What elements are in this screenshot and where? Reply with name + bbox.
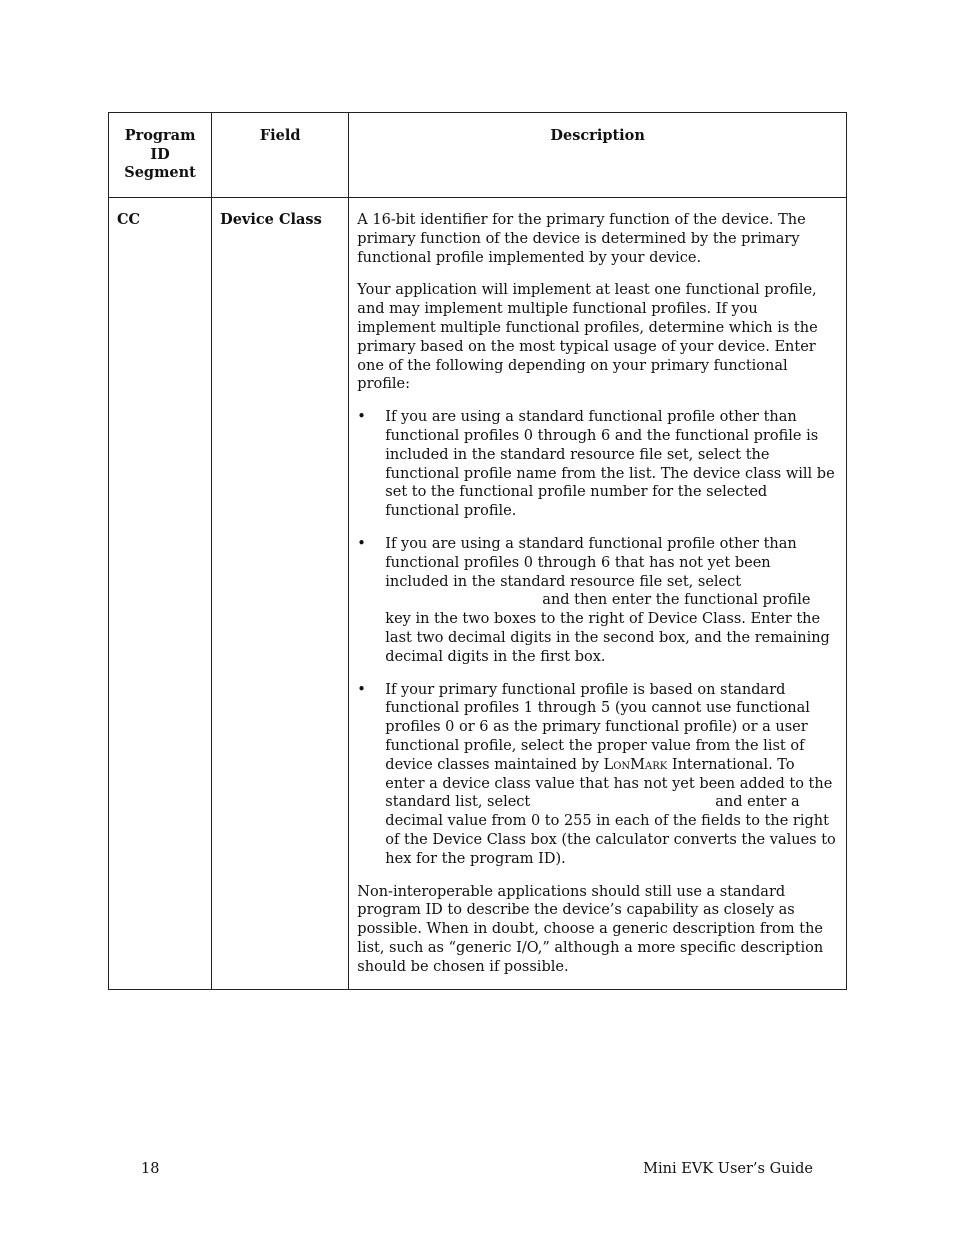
list-item-text: If your primary functional profile is based on standard functional profiles 1 through 5 (you cannot use functional profiles 0 or 6 as the primary functional profile) or a user functional profile, select the proper value from the list of device classes maintained by [385,681,810,773]
header-program-id-segment [109,113,212,198]
description-paragraph: A 16-bit identifier for the primary function of the device. The primary function of the device is determined by the primary functional profile implemented by your device. [357,212,806,266]
bullet-icon: • [357,409,366,426]
header-segment-line: Segment [124,164,196,181]
bullet-icon: • [357,681,366,698]
list-item-text: and enter a decimal value from 0 to 255 in each of the fields to the right of the Device Class box (the calculator converts the values to hex for the program ID). [385,794,836,867]
program-id-table [108,112,847,990]
page-number: 18 [141,1161,160,1177]
list-item-text: If you are using a standard functional profile other than functional profiles 0 through 6 and the functional profile is included in the standard resource file set, select the functional profile name from the list. The device class will be set to the functional profile number for the selected functional profile. [385,409,835,520]
description-paragraph: Non-interoperable applications should still use a standard program ID to describe the device’s capability as closely as possible. When in doubt, choose a generic description from the list, such as “generic I/O,” although a more specific description should be chosen if possible. [357,883,824,975]
header-segment-line: Program [124,127,196,144]
list-item-text: and then enter the functional profile key in the two boxes to the right of Device Class. Enter the last two decimal digits in the second box, and the remaining decimal digits in the first box. [385,592,830,665]
header-segment-line: ID [150,145,170,163]
table-header-row [109,113,847,198]
bullet-icon: • [357,535,366,552]
list-item [357,535,838,667]
list-item-text: If you are using a standard functional profile other than functional profiles 0 through 6 that has not yet been included in the standard resource file set, select [385,535,797,590]
header-field: Field [212,113,349,198]
header-description: Description [349,113,847,198]
field-cell [212,198,349,990]
brand-name: LonMark [603,756,668,773]
list-item-text: International. To enter a device class value that has not yet been added to the standard list, select [385,756,833,811]
guide-title: Mini EVK User’s Guide [643,1161,813,1177]
field-value: Device Class [220,211,322,228]
description-paragraph: Your application will implement at least one functional profile, and may implement multiple functional profiles. If you implement multiple functional profiles, determine which is the primary based on the most typical usage of your device. Enter one of the following depending on your primary functional profile: [357,282,818,393]
table-row [109,198,847,990]
segment-value: CC [117,211,141,228]
description-cell [349,198,847,990]
segment-cell [109,198,212,990]
list-item [357,681,838,869]
list-item [357,408,838,521]
